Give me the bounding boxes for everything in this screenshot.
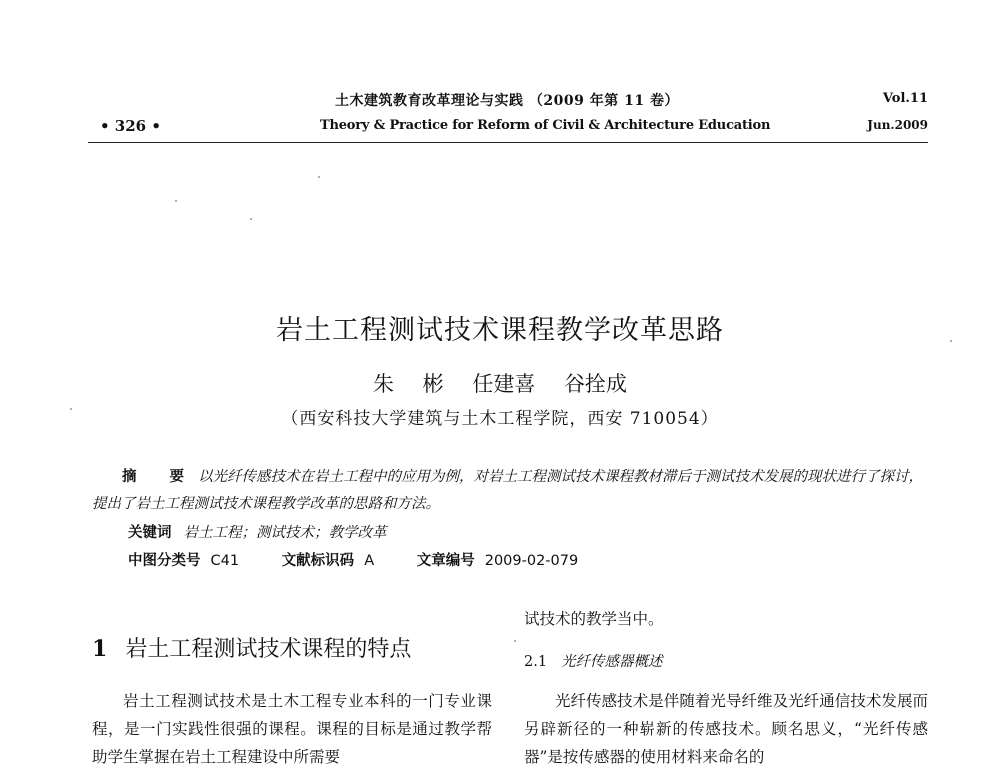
article-title: 岩土工程测试技术课程教学改革思路 (276, 315, 724, 346)
abstract-text: 以光纤传感技术在岩土工程中的应用为例，对岩土工程测试技术课程教材滞后于测试技术发展的现状进行了探讨，提出了岩土工程测试技术课程教学改革的思路和方法。 (92, 469, 924, 512)
journal-title-cn: 土木建筑教育改革理论与实践 （2009 年第 11 卷） (335, 93, 679, 109)
scan-speck (514, 640, 516, 642)
classification-line (128, 549, 616, 570)
doc-code-value: A (364, 553, 375, 569)
abstract-label: 摘 要 (122, 468, 199, 485)
page-number: • 326 • (100, 117, 161, 135)
keywords-label: 关键词 (128, 524, 172, 541)
subsection-2-1-title: 光纤传感器概述 (561, 654, 663, 670)
article-no-value: 2009-02-079 (484, 553, 579, 569)
subsection-2-1-number: 2.1 (524, 654, 548, 670)
keywords-text: 岩土工程；测试技术；教学改革 (183, 525, 387, 541)
scan-speck (318, 176, 320, 178)
article-no-label: 文章编号 (416, 552, 475, 569)
abstract (92, 463, 930, 518)
section-1-heading (92, 632, 411, 663)
keywords (128, 521, 387, 542)
scan-speck (175, 200, 177, 202)
volume-label: Vol.11 (882, 91, 928, 106)
subsection-2-1-heading (524, 650, 663, 671)
journal-title-en: Theory & Practice for Reform of Civil & Architecture Education (320, 118, 771, 133)
clc-value: C41 (210, 553, 240, 569)
scan-speck (250, 218, 252, 220)
clc-label: 中图分类号 (128, 552, 201, 569)
article-authors: 朱 彬 任建喜 谷拴成 (372, 372, 628, 396)
header-rule (88, 142, 928, 143)
section-1-number: 1 (92, 636, 108, 662)
right-column-continuation: 试技术的教学当中。 (524, 610, 664, 628)
author-affiliation: （西安科技大学建筑与土木工程学院，西安 710054） (281, 409, 719, 429)
doc-code-label: 文献标识码 (281, 552, 355, 569)
subsection-2-1-body: 光纤传感技术是伴随着光导纤维及光纤通信技术发展而另辟新径的一种崭新的传感技术。顾名思义，“光纤传感器”是按传感器的使用材料来命名的 (524, 692, 928, 766)
issue-date: Jun.2009 (867, 118, 928, 132)
section-1-title: 岩土工程测试技术课程的特点 (125, 637, 412, 662)
section-1-body: 岩土工程测试技术是土木工程专业本科的一门专业课程，是一门实践性很强的课程。课程的目标是通过教学帮助学生掌握在岩土工程建设中所需要 (92, 692, 492, 766)
